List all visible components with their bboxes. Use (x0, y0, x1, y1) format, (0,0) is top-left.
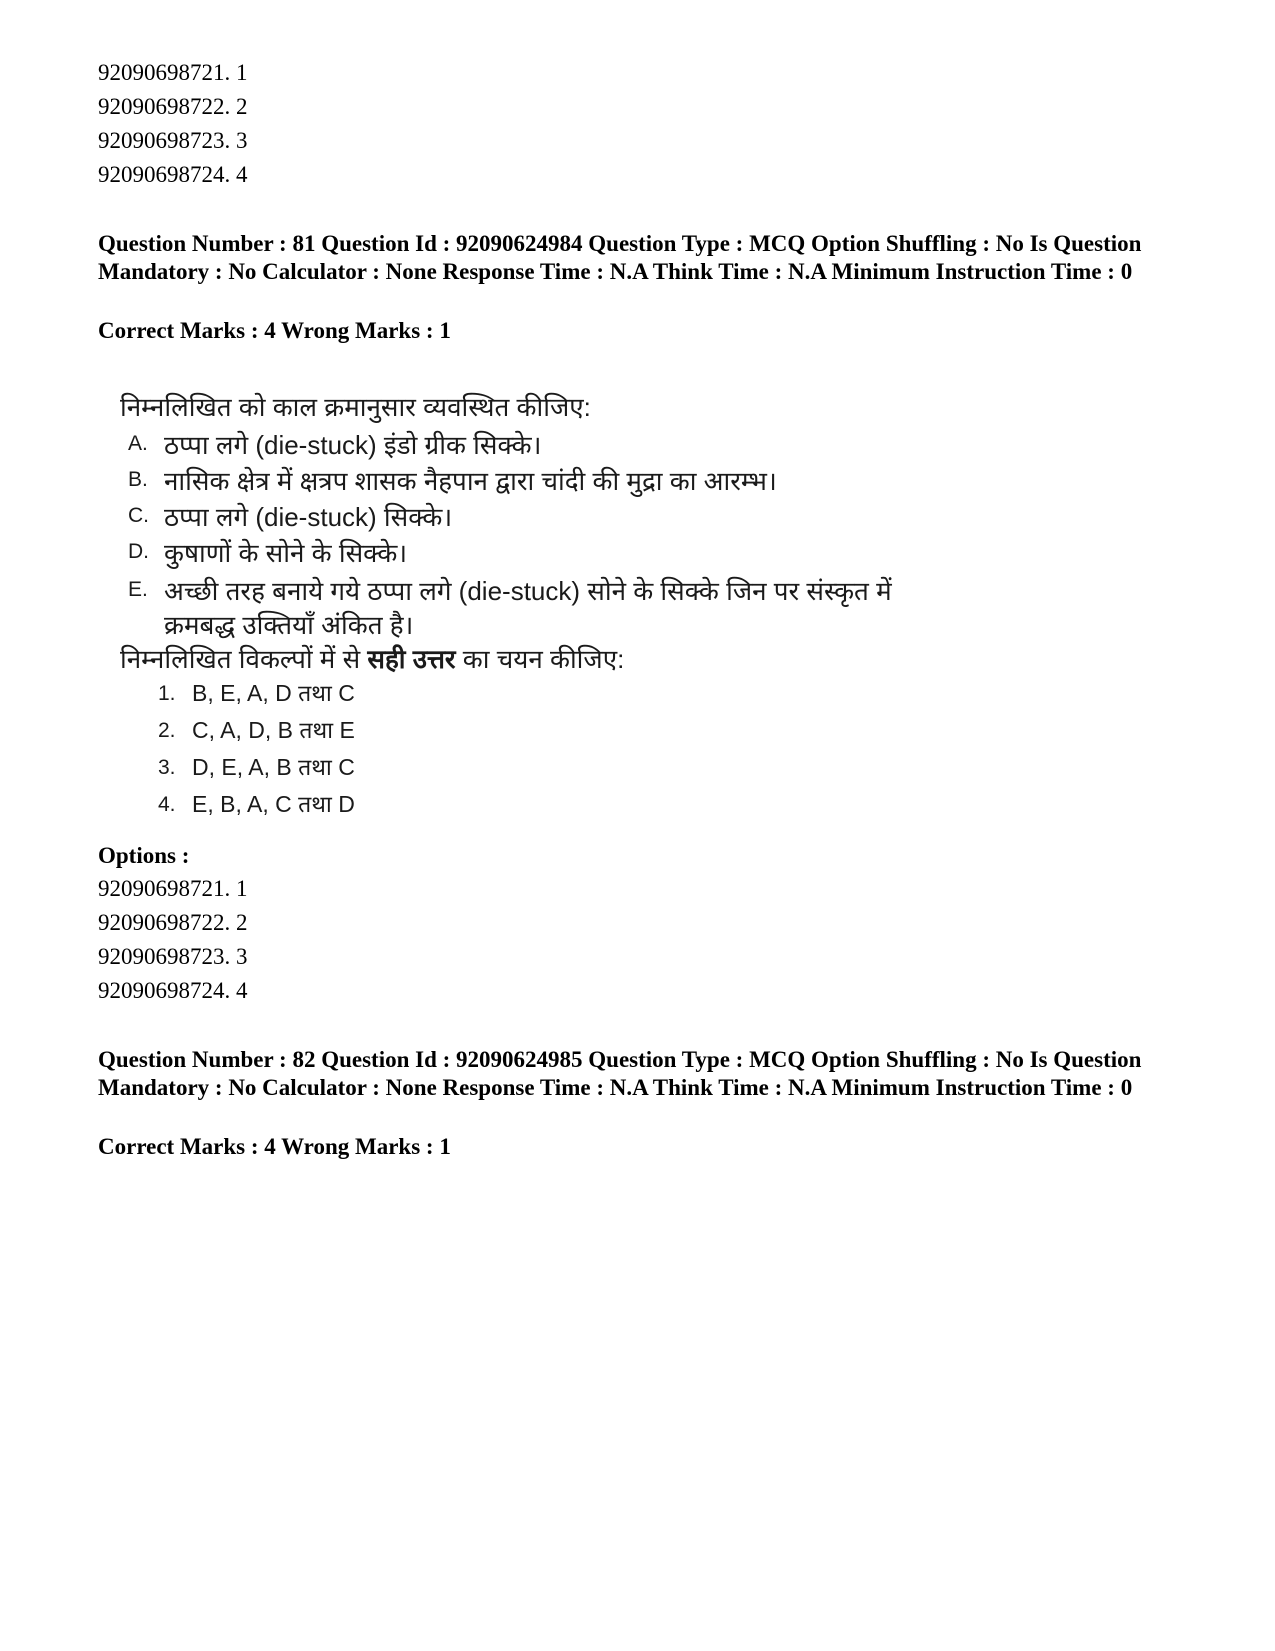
choice-text: B, E, A, D तथा C (192, 680, 355, 706)
question-81-content (120, 388, 900, 858)
item-marker: E. (128, 578, 148, 601)
item-text: अच्छी तरह बनाये गये ठप्पा लगे (die-stuck) सोने के सिक्के जिन पर संस्कृत में (164, 576, 892, 606)
options-label: Options : (98, 843, 190, 868)
item-text: ठप्पा लगे (die-stuck) सिक्के। (164, 502, 453, 532)
choose-instruction: निम्नलिखित विकल्पों में से सही उत्तर का चयन कीजिए: (120, 644, 625, 674)
choice-marker: 3. (158, 756, 176, 779)
choice-text: C, A, D, B तथा E (192, 717, 355, 743)
option-row: 92090698722. 2 (98, 94, 248, 119)
option-row: 92090698723. 3 (98, 128, 248, 153)
item-text: नासिक क्षेत्र में क्षत्रप शासक नैहपान द्वारा चांदी की मुद्रा का आरम्भ। (164, 466, 777, 496)
choice-marker: 2. (158, 719, 176, 742)
item-text: कुषाणों के सोने के सिक्के। (164, 538, 408, 568)
option-row: 92090698724. 4 (98, 978, 248, 1003)
previous-options-list (98, 56, 248, 192)
question-81-marks: Correct Marks : 4 Wrong Marks : 1 (98, 318, 451, 343)
item-text: ठप्पा लगे (die-stuck) इंडो ग्रीक सिक्के। (164, 430, 542, 460)
question-82-marks: Correct Marks : 4 Wrong Marks : 1 (98, 1134, 451, 1159)
question-81-options-list (98, 872, 248, 1008)
question-82-header: Question Number : 82 Question Id : 92090624985 Question Type : MCQ Option Shuffling : No Is Question Mandatory : No Calculator : None Response Time : N.A Think Time : N.A Minimum Instruction Time : 0 (98, 1047, 1142, 1100)
item-marker: D. (128, 540, 149, 563)
option-row: 92090698724. 4 (98, 162, 248, 187)
item-marker: A. (128, 432, 148, 455)
question-prompt: निम्नलिखित को काल क्रमानुसार व्यवस्थित कीजिए: (120, 392, 591, 422)
choice-text: D, E, A, B तथा C (192, 754, 355, 780)
choice-marker: 1. (158, 682, 176, 705)
item-marker: B. (128, 468, 148, 491)
option-row: 92090698723. 3 (98, 944, 248, 969)
option-row: 92090698721. 1 (98, 876, 248, 901)
choice-marker: 4. (158, 793, 176, 816)
item-text-continued: क्रमबद्ध उक्तियाँ अंकित है। (164, 610, 414, 640)
choice-text: E, B, A, C तथा D (192, 791, 355, 817)
item-marker: C. (128, 504, 149, 527)
option-row: 92090698722. 2 (98, 910, 248, 935)
option-row: 92090698721. 1 (98, 60, 248, 85)
question-81-header: Question Number : 81 Question Id : 92090624984 Question Type : MCQ Option Shuffling : No Is Question Mandatory : No Calculator : None Response Time : N.A Think Time : N.A Minimum Instruction Time : 0 (98, 231, 1142, 284)
